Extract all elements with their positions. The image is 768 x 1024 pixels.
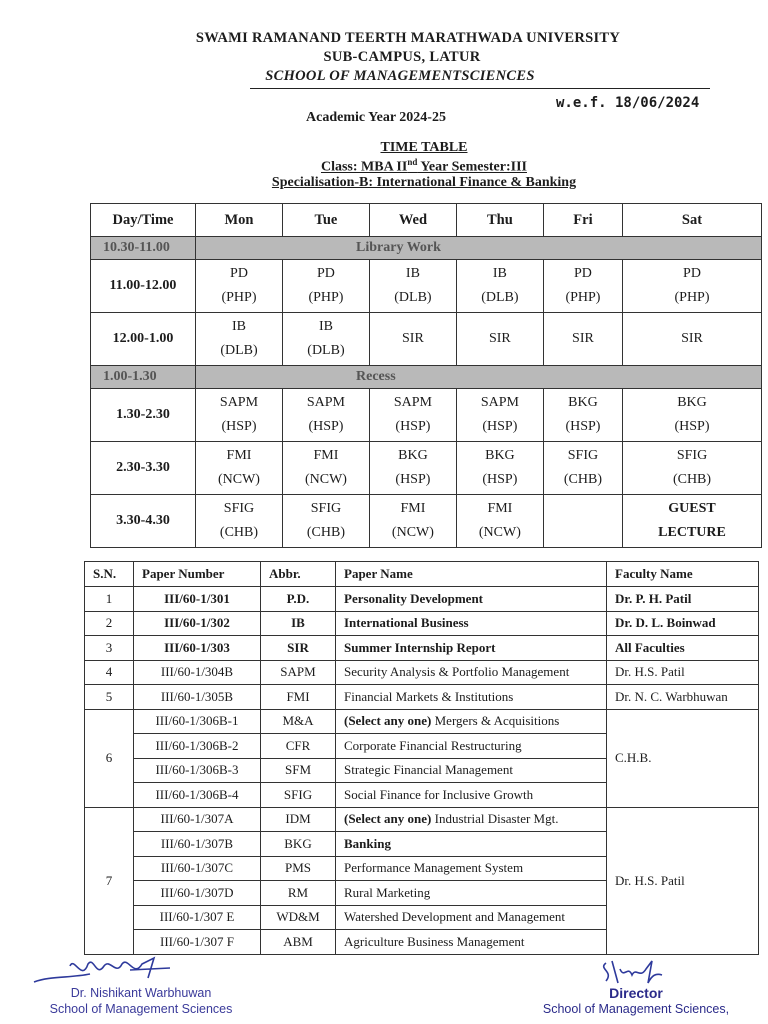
class-cell: FMI (NCW): [282, 442, 369, 495]
table-row: [85, 636, 759, 661]
class-cell: FMI (NCW): [196, 442, 283, 495]
abbr-cell: SFM: [261, 758, 336, 783]
paper-name-cell: Corporate Financial Restructuring: [336, 734, 607, 759]
col-header: S.N.: [85, 562, 134, 587]
abbr-cell: SIR: [261, 636, 336, 661]
paper-number-cell: III/60-1/307C: [134, 856, 261, 881]
col-header: Abbr.: [261, 562, 336, 587]
time-cell: 12.00-1.00: [91, 313, 196, 366]
table-row: [85, 660, 759, 685]
day-header: Mon: [196, 204, 283, 237]
abbr-cell: FMI: [261, 685, 336, 710]
paper-name-cell: Strategic Financial Management: [336, 758, 607, 783]
table-row: [85, 611, 759, 636]
timetable-title: TIME TABLE: [380, 140, 468, 155]
library-row: [91, 237, 762, 260]
sn-cell: 2: [85, 611, 134, 636]
sn-cell: 3: [85, 636, 134, 661]
class-cell: IB (DLB): [196, 313, 283, 366]
corner-cell: Day/Time: [91, 204, 196, 237]
faculty-cell: Dr. P. H. Patil: [607, 587, 759, 612]
paper-name-cell: Summer Internship Report: [336, 636, 607, 661]
class-cell: SFIG (CHB): [196, 495, 283, 548]
faculty-cell: Dr. H.S. Patil: [607, 660, 759, 685]
sn-cell: 5: [85, 685, 134, 710]
timetable-row: [91, 495, 762, 548]
col-header: Paper Name: [336, 562, 607, 587]
class-cell: SAPM (HSP): [456, 389, 543, 442]
class-cell: [543, 495, 622, 548]
class-cell: SFIG (CHB): [623, 442, 762, 495]
class-cell: SIR: [369, 313, 456, 366]
class-cell: BKG (HSP): [369, 442, 456, 495]
table-row: [85, 807, 759, 832]
university-name: SWAMI RAMANAND TEERTH MARATHWADA UNIVERSITY: [195, 30, 621, 46]
paper-number-cell: III/60-1/303: [134, 636, 261, 661]
abbr-cell: CFR: [261, 734, 336, 759]
paper-number-cell: III/60-1/307A: [134, 807, 261, 832]
paper-number-cell: III/60-1/307D: [134, 881, 261, 906]
class-cell: SFIG (CHB): [282, 495, 369, 548]
paper-name-cell: Rural Marketing: [336, 881, 607, 906]
class-cell: GUEST LECTURE: [623, 495, 762, 548]
table-row: [85, 709, 759, 734]
faculty-cell: Dr. N. C. Warbhuwan: [607, 685, 759, 710]
paper-name-cell: Watershed Development and Management: [336, 905, 607, 930]
time-cell: 1.00-1.30: [91, 366, 196, 389]
class-line: Class: MBA IInd Year Semester:III: [320, 157, 527, 175]
paper-name-cell: (Select any one) Mergers & Acquisitions: [336, 709, 607, 734]
specialisation-line: Specialisation-B: International Finance & Banking: [271, 175, 577, 190]
class-cell: PD (PHP): [623, 260, 762, 313]
faculty-cell: Dr. H.S. Patil: [607, 807, 759, 954]
abbr-cell: BKG: [261, 832, 336, 857]
right-signature-scribble: [596, 955, 666, 989]
sn-cell: 1: [85, 587, 134, 612]
class-cell: SAPM (HSP): [196, 389, 283, 442]
class-cell: SIR: [543, 313, 622, 366]
class-cell: BKG (HSP): [543, 389, 622, 442]
timetable-row: [91, 442, 762, 495]
effective-date: w.e.f. 18/06/2024: [556, 95, 700, 111]
paper-number-cell: III/60-1/306B-4: [134, 783, 261, 808]
library-label: Library Work: [196, 237, 762, 260]
paper-number-cell: III/60-1/307 E: [134, 905, 261, 930]
right-signatory: [536, 985, 736, 1017]
timetable-row: [91, 313, 762, 366]
timetable-row: [91, 389, 762, 442]
abbr-cell: RM: [261, 881, 336, 906]
signatory-org: School of Management Sciences,: [542, 1002, 730, 1016]
paper-name-cell: Personality Development: [336, 587, 607, 612]
paper-number-cell: III/60-1/307B: [134, 832, 261, 857]
time-cell: 3.30-4.30: [91, 495, 196, 548]
paper-name-cell: (Select any one) Industrial Disaster Mgt.: [336, 807, 607, 832]
paper-name-cell: Agriculture Business Management: [336, 930, 607, 955]
faculty-cell: Dr. D. L. Boinwad: [607, 611, 759, 636]
class-cell: SFIG (CHB): [543, 442, 622, 495]
abbr-cell: M&A: [261, 709, 336, 734]
paper-number-cell: III/60-1/301: [134, 587, 261, 612]
abbr-cell: SFIG: [261, 783, 336, 808]
paper-number-cell: III/60-1/306B-1: [134, 709, 261, 734]
academic-year: Academic Year 2024-25: [306, 110, 446, 125]
timetable-header-row: [91, 204, 762, 237]
sn-cell: 4: [85, 660, 134, 685]
time-cell: 11.00-12.00: [91, 260, 196, 313]
paper-name-cell: Social Finance for Inclusive Growth: [336, 783, 607, 808]
class-cell: BKG (HSP): [623, 389, 762, 442]
day-header: Sat: [623, 204, 762, 237]
timetable-row: [91, 260, 762, 313]
signatory-title: Director: [609, 985, 663, 1001]
time-cell: 10.30-11.00: [91, 237, 196, 260]
time-cell: 2.30-3.30: [91, 442, 196, 495]
class-cell: SAPM (HSP): [282, 389, 369, 442]
papers-table: [84, 561, 759, 955]
paper-number-cell: III/60-1/305B: [134, 685, 261, 710]
abbr-cell: IB: [261, 611, 336, 636]
abbr-cell: PMS: [261, 856, 336, 881]
abbr-cell: SAPM: [261, 660, 336, 685]
abbr-cell: IDM: [261, 807, 336, 832]
faculty-cell: All Faculties: [607, 636, 759, 661]
abbr-cell: WD&M: [261, 905, 336, 930]
abbr-cell: P.D.: [261, 587, 336, 612]
paper-number-cell: III/60-1/306B-2: [134, 734, 261, 759]
school-name: SCHOOL OF MANAGEMENTSCIENCES: [265, 68, 535, 84]
signatory-org: School of Management Sciences: [49, 1002, 233, 1016]
class-cell: IB (DLB): [456, 260, 543, 313]
class-cell: SIR: [456, 313, 543, 366]
papers-header-row: [85, 562, 759, 587]
class-cell: IB (DLB): [369, 260, 456, 313]
day-header: Thu: [456, 204, 543, 237]
paper-name-cell: Security Analysis & Portfolio Management: [336, 660, 607, 685]
paper-number-cell: III/60-1/304B: [134, 660, 261, 685]
class-cell: FMI (NCW): [456, 495, 543, 548]
faculty-cell: C.H.B.: [607, 709, 759, 807]
recess-label: Recess: [196, 366, 762, 389]
timetable: [90, 203, 762, 548]
paper-name-cell: Performance Management System: [336, 856, 607, 881]
day-header: Wed: [369, 204, 456, 237]
campus-name: SUB-CAMPUS, LATUR: [323, 49, 481, 65]
class-cell: IB (DLB): [282, 313, 369, 366]
header-rule: [250, 88, 710, 89]
table-row: [85, 685, 759, 710]
signatory-name: Dr. Nishikant Warbhuwan: [70, 986, 212, 1000]
sn-cell: 7: [85, 807, 134, 954]
class-cell: SAPM (HSP): [369, 389, 456, 442]
class-cell: PD (PHP): [196, 260, 283, 313]
class-cell: BKG (HSP): [456, 442, 543, 495]
paper-number-cell: III/60-1/306B-3: [134, 758, 261, 783]
abbr-cell: ABM: [261, 930, 336, 955]
class-cell: SIR: [623, 313, 762, 366]
left-signatory: [36, 985, 246, 1017]
time-cell: 1.30-2.30: [91, 389, 196, 442]
paper-name-cell: International Business: [336, 611, 607, 636]
table-row: [85, 587, 759, 612]
sn-cell: 6: [85, 709, 134, 807]
day-header: Fri: [543, 204, 622, 237]
paper-name-cell: Financial Markets & Institutions: [336, 685, 607, 710]
paper-number-cell: III/60-1/302: [134, 611, 261, 636]
class-cell: PD (PHP): [543, 260, 622, 313]
col-header: Paper Number: [134, 562, 261, 587]
col-header: Faculty Name: [607, 562, 759, 587]
day-header: Tue: [282, 204, 369, 237]
recess-row: [91, 366, 762, 389]
class-cell: FMI (NCW): [369, 495, 456, 548]
paper-name-cell: Banking: [336, 832, 607, 857]
class-cell: PD (PHP): [282, 260, 369, 313]
paper-number-cell: III/60-1/307 F: [134, 930, 261, 955]
